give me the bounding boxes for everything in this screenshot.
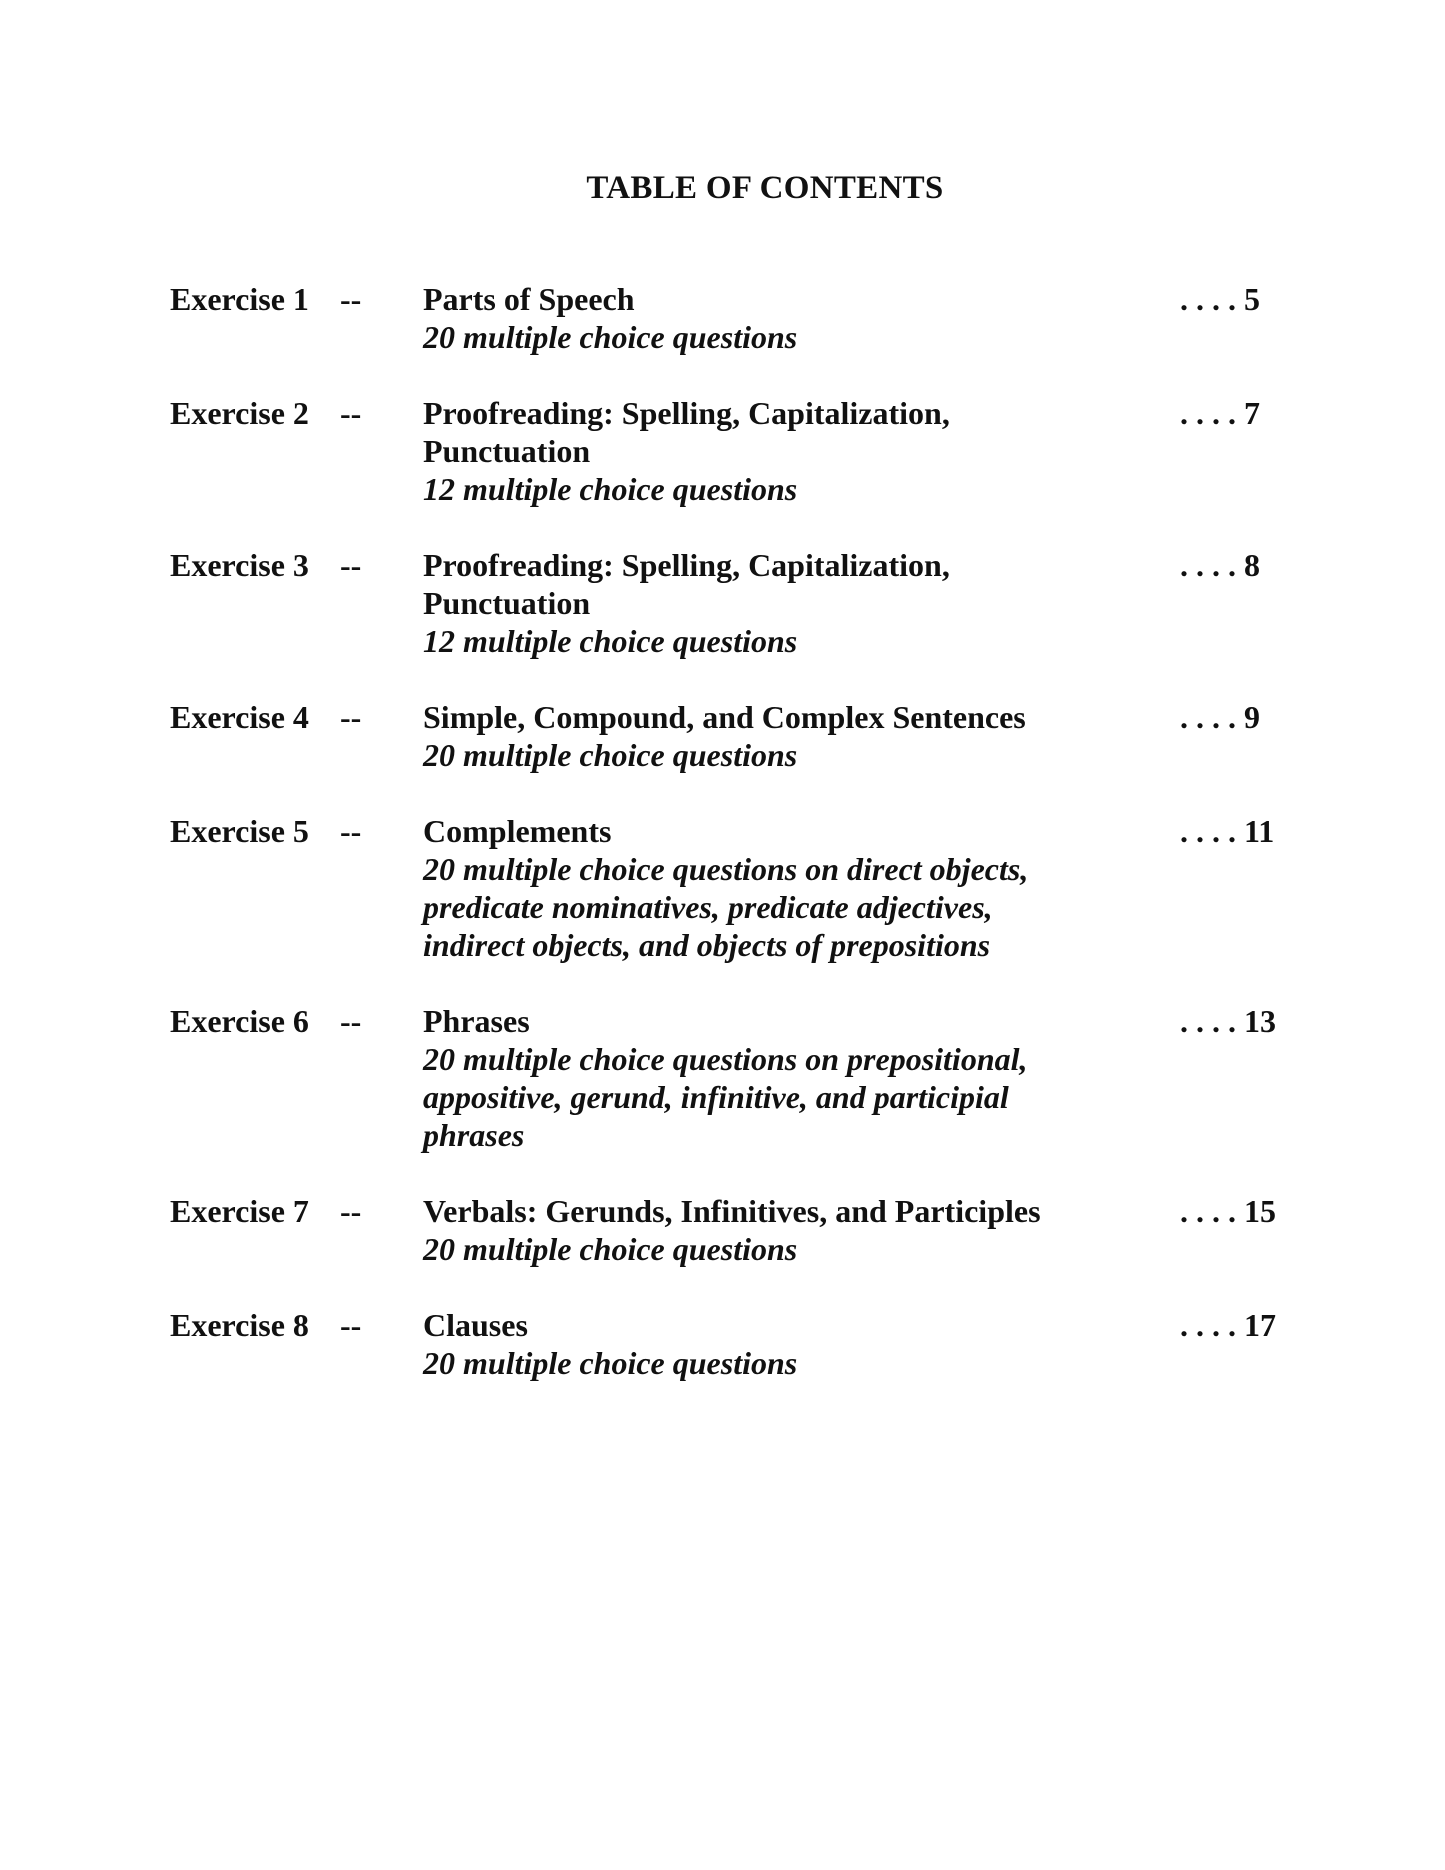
- toc-entry-exercise-1: [170, 280, 1310, 356]
- toc-entry-title: Proofreading: Spelling, Capitalization, Punctuation: [423, 395, 950, 469]
- toc-entry-description: 20 multiple choice questions: [423, 319, 798, 355]
- toc-entry-content: [423, 1306, 1083, 1382]
- toc-entry-title: Phrases: [423, 1003, 530, 1039]
- toc-entry-page: . . . . 17: [1180, 1307, 1276, 1343]
- toc-entry-description: 20 multiple choice questions: [423, 1231, 798, 1267]
- toc-entry-exercise-4: [170, 698, 1310, 774]
- toc-entry-exercise-3: [170, 546, 1310, 660]
- page-title: TABLE OF CONTENTS: [586, 170, 944, 206]
- toc-entry-content: [423, 1002, 1083, 1154]
- toc-entry-content: [423, 546, 1083, 660]
- toc-entry-description: 12 multiple choice questions: [423, 471, 798, 507]
- toc-entry-description: 20 multiple choice questions on prepositional, appositive, gerund, infinitive, and participial phrases: [423, 1041, 1028, 1153]
- toc-entry-title: Simple, Compound, and Complex Sentences: [423, 699, 1026, 735]
- toc-entry-exercise-8: [170, 1306, 1310, 1382]
- toc-entry-separator: --: [340, 1003, 362, 1039]
- toc-entry-exercise-7: [170, 1192, 1310, 1268]
- toc-entry-label: Exercise 7: [170, 1193, 309, 1229]
- toc-entry-separator: --: [340, 1307, 362, 1343]
- toc-entry-separator: --: [340, 813, 362, 849]
- toc-entry-exercise-2: [170, 394, 1310, 508]
- toc-entry-content: [423, 698, 1083, 774]
- toc-entry-description: 20 multiple choice questions on direct objects, predicate nominatives, predicate adjectives, indirect objects, and objects of prepositions: [423, 851, 1029, 963]
- toc-entry-content: [423, 280, 1083, 356]
- toc-entry-separator: --: [340, 1193, 362, 1229]
- toc-entry-separator: --: [340, 281, 362, 317]
- toc-entry-separator: --: [340, 395, 362, 431]
- toc-entry-page: . . . . 15: [1180, 1193, 1276, 1229]
- toc-entry-page: . . . . 5: [1180, 281, 1260, 317]
- toc-entry-title: Proofreading: Spelling, Capitalization, Punctuation: [423, 547, 950, 621]
- toc-entry-separator: --: [340, 547, 362, 583]
- toc-entry-page: . . . . 11: [1180, 813, 1275, 849]
- toc-entry-description: 20 multiple choice questions: [423, 1345, 798, 1381]
- table-of-contents: [170, 280, 1310, 1420]
- toc-entry-title: Verbals: Gerunds, Infinitives, and Participles: [423, 1193, 1041, 1229]
- toc-entry-title: Parts of Speech: [423, 281, 635, 317]
- toc-entry-label: Exercise 1: [170, 281, 309, 317]
- toc-entry-title: Clauses: [423, 1307, 528, 1343]
- toc-entry-label: Exercise 2: [170, 395, 309, 431]
- toc-entry-label: Exercise 6: [170, 1003, 309, 1039]
- toc-entry-page: . . . . 9: [1180, 699, 1260, 735]
- toc-entry-page: . . . . 8: [1180, 547, 1260, 583]
- toc-entry-label: Exercise 4: [170, 699, 309, 735]
- toc-entry-content: [423, 394, 1083, 508]
- toc-entry-label: Exercise 3: [170, 547, 309, 583]
- toc-entry-label: Exercise 5: [170, 813, 309, 849]
- toc-entry-title: Complements: [423, 813, 612, 849]
- toc-entry-description: 12 multiple choice questions: [423, 623, 798, 659]
- toc-entry-content: [423, 1192, 1083, 1268]
- toc-entry-description: 20 multiple choice questions: [423, 737, 798, 773]
- toc-entry-exercise-5: [170, 812, 1310, 964]
- toc-entry-page: . . . . 13: [1180, 1003, 1276, 1039]
- toc-entry-label: Exercise 8: [170, 1307, 309, 1343]
- toc-entry-exercise-6: [170, 1002, 1310, 1154]
- toc-entry-content: [423, 812, 1083, 964]
- toc-entry-separator: --: [340, 699, 362, 735]
- toc-entry-page: . . . . 7: [1180, 395, 1260, 431]
